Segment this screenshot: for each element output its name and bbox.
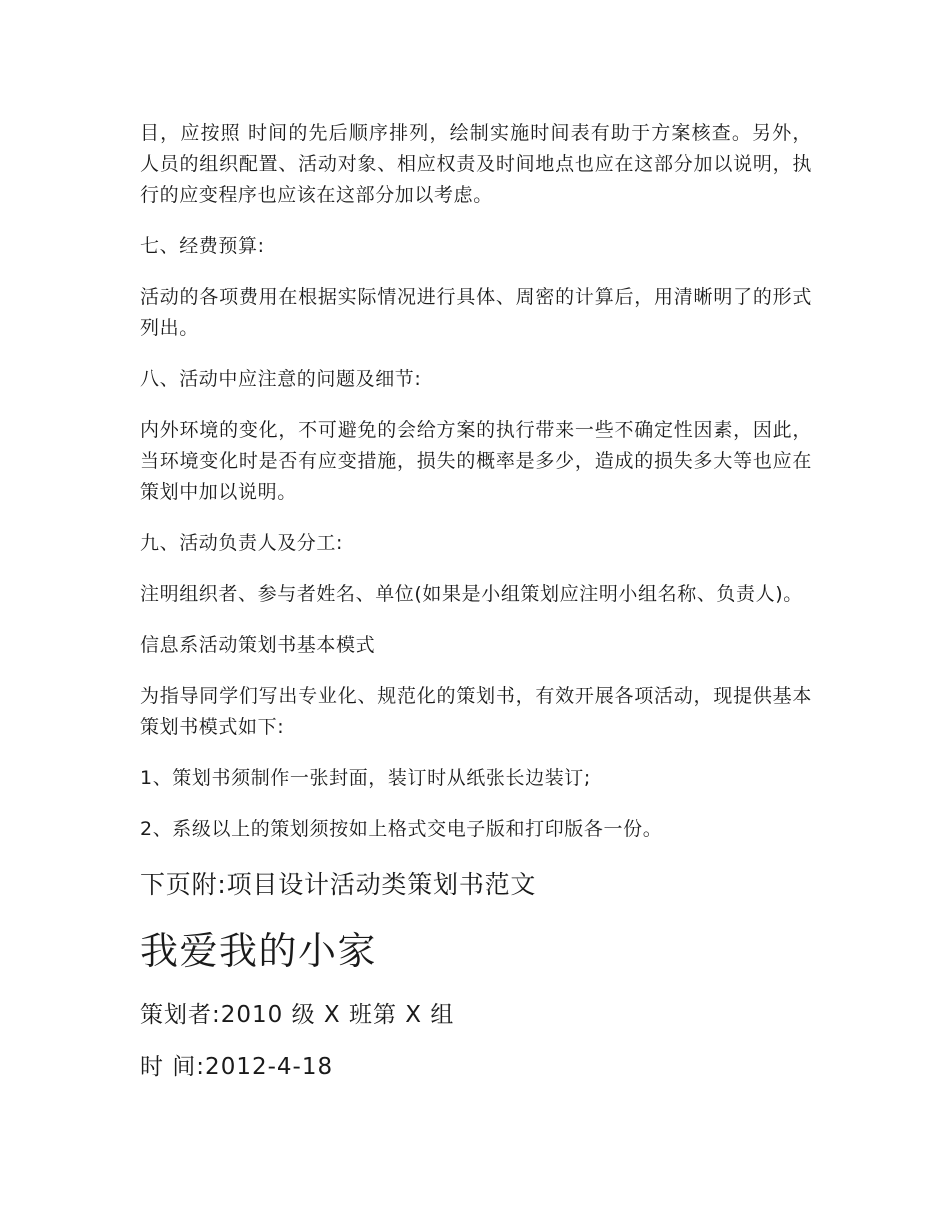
section-heading-budget: 七、经费预算: xyxy=(140,235,265,257)
paragraph-responsible: 注明组织者、参与者姓名、单位(如果是小组策划应注明小组名称、负责人)。 xyxy=(140,583,803,605)
section-heading-template: 信息系活动策划书基本模式 xyxy=(140,634,376,656)
appendix-heading: 下页附:项目设计活动类策划书范文 xyxy=(140,870,537,899)
list-item-submission: 2、系级以上的策划须按如上格式交电子版和打印版各一份。 xyxy=(140,818,663,840)
paragraph-notes: 内外环境的变化，不可避免的会给方案的执行带来一些不确定性因素，因此，当环境变化时是否有应变措施，损失的概率是多少，造成的损失多大等也应在策划中加以说明。 xyxy=(140,419,812,503)
paragraph-template-intro: 为指导同学们写出专业化、规范化的策划书，有效开展各项活动，现提供基本策划书模式如下: xyxy=(140,685,812,738)
planner-line: 策划者:2010 级 X 班第 X 组 xyxy=(140,1002,455,1028)
paragraph-schedule: 目，应按照 时间的先后顺序排列，绘制实施时间表有助于方案核查。另外，人员的组织配置、活动对象、相应权责及时间地点也应在这部分加以说明，执行的应变程序也应该在这部分加以考虑。 xyxy=(140,122,812,206)
section-heading-responsible: 九、活动负责人及分工: xyxy=(140,532,344,554)
sample-title: 我爱我的小家 xyxy=(140,929,378,973)
paragraph-budget: 活动的各项费用在根据实际情况进行具体、周密的计算后，用清晰明了的形式列出。 xyxy=(140,286,812,339)
section-heading-notes: 八、活动中应注意的问题及细节: xyxy=(140,368,422,390)
list-item-cover: 1、策划书须制作一张封面，装订时从纸张长边装订; xyxy=(140,767,591,789)
document-page xyxy=(140,118,812,1085)
time-line: 时 间:2012-4-18 xyxy=(140,1054,334,1080)
